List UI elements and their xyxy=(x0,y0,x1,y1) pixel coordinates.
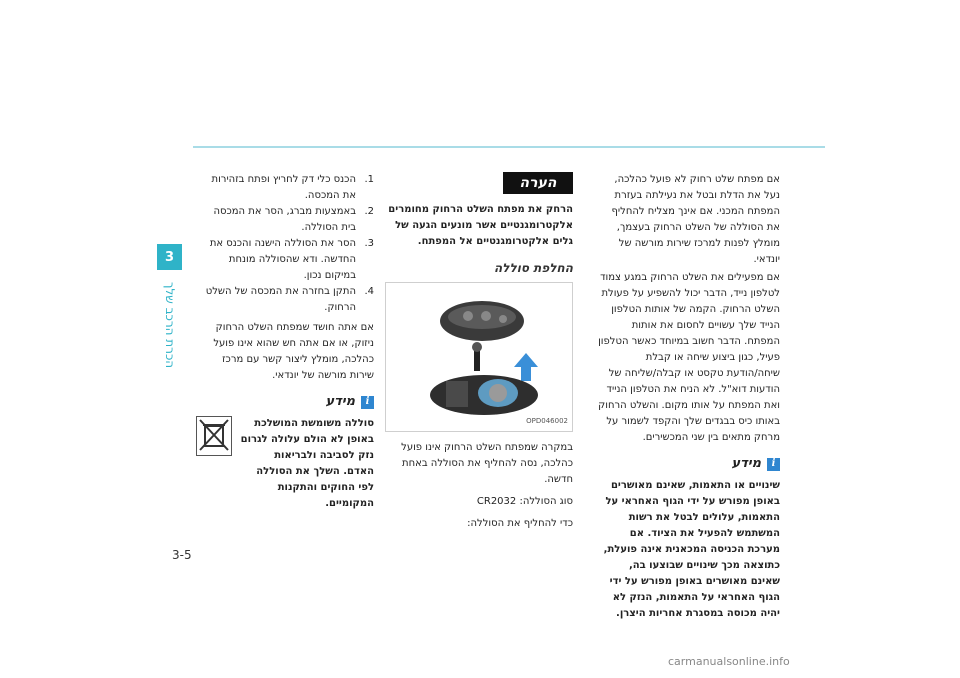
left-column xyxy=(196,172,374,514)
info-icon: i xyxy=(767,458,780,471)
disposal-text: סוללה משומשת המושלכת באופן לא הולם עלולה לגרום נזק לסביבה ולבריאות האדם. השלך את הסוללה לפי החוקים והתקנות המקומיים. xyxy=(240,418,374,509)
step-item: 2. באמצעות מברג, הסר את המכסה בית הסוללה. xyxy=(213,206,374,233)
top-rule xyxy=(193,146,825,148)
key-fob-top xyxy=(440,301,524,341)
info-icon: i xyxy=(361,396,374,409)
watermark: carmanualsonline.info xyxy=(668,655,790,668)
section-title: החלפת סוללה xyxy=(493,261,573,275)
note-header xyxy=(598,456,780,472)
figure-code: OPD046002 xyxy=(526,417,568,425)
chapter-title: הכרת הרכב שלך xyxy=(163,282,177,369)
intro-paragraph: אם מפתח שלט רחוק לא פועל כהלכה, נעל את הדלת ובטל את נעילתה בעזרת המפתח המכני. אם אינך מצליח להחליף את הסוללה של השלט הרחוק בעצמך, מומלץ לפנות למרכז שירות מורשה של יונדאי. xyxy=(611,174,780,265)
warning-text: הרחק את מפתח השלט הרחוק מחומרים אלקטרומגנטיים אשר מונעים הגעה של גלים אלקטרומגנטיים אל המפתח. xyxy=(388,204,573,247)
service-paragraph: אם אתה חושד שמפתח השלט הרחוק ניזוק, או אם אתה חש שהוא אינו פועל כהלכה, מומלץ ליצור קשר עם מרכז שירות מורשה של יונדאי. xyxy=(213,322,374,381)
step-item: 3. הסר את הסוללה הישנה והכנס את החדשה. ודא שהסוללה מונחת במיקום נכון. xyxy=(209,238,374,281)
battery-type: סוג הסוללה: CR2032 xyxy=(476,496,573,507)
chapter-tab: 3 xyxy=(157,244,182,270)
key-battery-figure xyxy=(385,282,573,432)
warning-label: הערה xyxy=(503,172,573,194)
page-number: 3-5 xyxy=(172,548,192,562)
note-header xyxy=(196,394,374,410)
phone-paragraph: אם מפעילים את השלט הרחוק במגע צמוד לטלפון נייד, הדבר יכול להשפיע על פעולת השלט הרחוק. הקמה של אותות הטלפון הנייד שלך עשויים לחסום את אותות המפתח. הדבר חשוב במיוחד כאשר הטלפון פעיל, כגון ביצוע שיחה או קבלת שיחה/הודעת טקסט או קבלה/שליחה של הודעות דוא"ל. לא הניח את הטלפון הנייד ואת המפתח על אותו מקום. והשלט הרחוק באותו כיס בבגדים שלך והקפד לשמור על מרחק מתאים בין שני המכשירים. xyxy=(598,272,780,443)
right-column xyxy=(598,172,780,624)
step-item: 1. הכנס כלי דק לחריץ ופתח בזהירות את המכסה. xyxy=(211,174,374,201)
note-title: מידע xyxy=(325,394,355,409)
key-illustration xyxy=(386,283,572,431)
crossed-bin-icon xyxy=(196,416,232,456)
note-text: שינויים או התאמות, שאינם מאושרים באופן מפורש על ידי הגוף האחראי על התאמות, עלולים לבטל את רשות המשתמש להפעיל את הציוד. אם מערכת הכניסה המכאנית אינה פועלת, כתוצאה מכך שינויים שבוצעו בה, שאינם מאושרים באופן מפורש על ידי הגוף האחראי על התאמות, הנזק לא יהיה מכוסה במסגרת אחריות היצרן. xyxy=(603,480,780,619)
note-title: מידע xyxy=(731,456,761,471)
key-fob-open xyxy=(430,375,538,415)
middle-column xyxy=(387,172,573,534)
battery-caption: במקרה שמפתח השלט הרחוק אינו פועל כהלכה, נסה להחליף את הסוללה באחת חדשה. xyxy=(401,442,573,485)
steps-intro: כדי להחליף את הסוללה: xyxy=(467,518,573,529)
step-item: 4. התקן בחזרה את המכסה של השלט הרחוק. xyxy=(205,286,374,313)
